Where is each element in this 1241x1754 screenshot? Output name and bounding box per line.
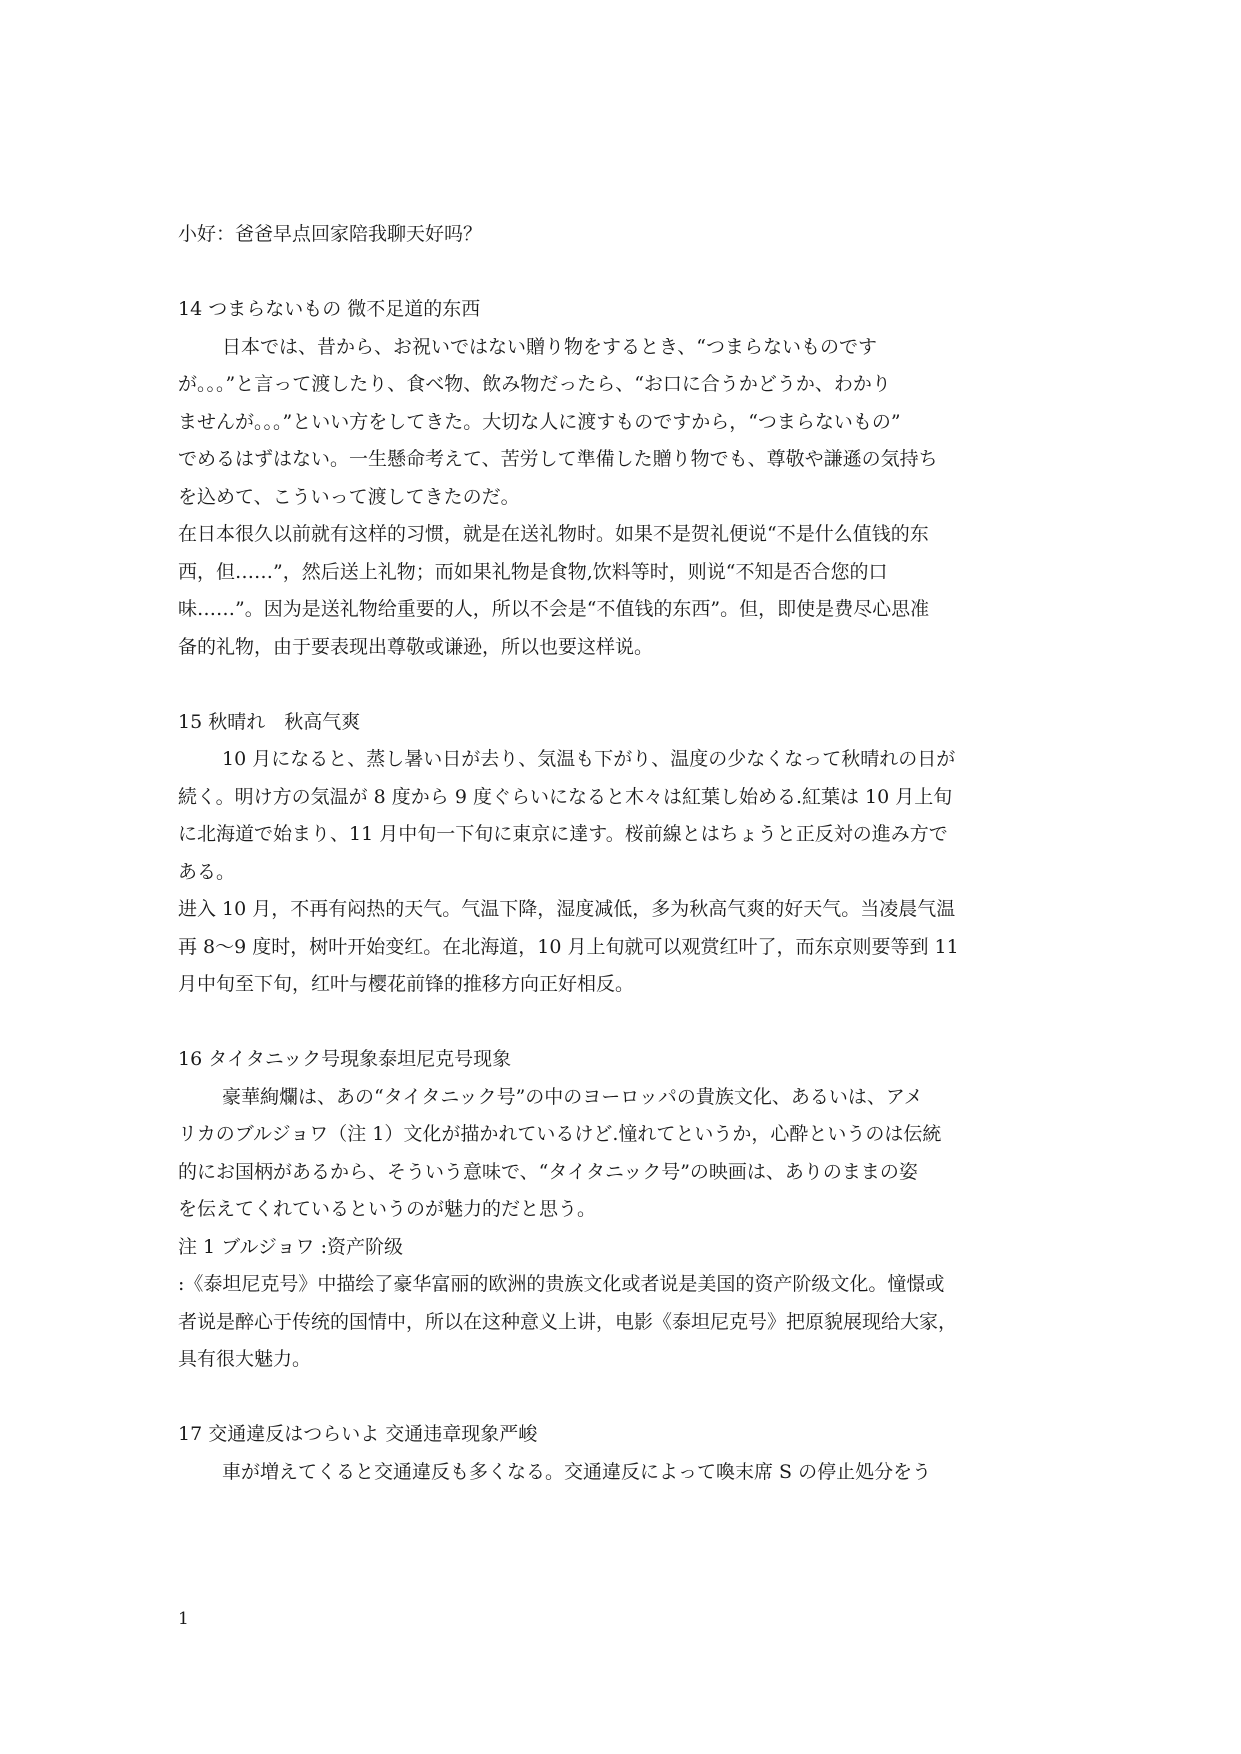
chinese-text-line: 在日本很久以前就有这样的习惯，就是在送礼物时。如果不是贺礼便说“不是什么值钱的东: [178, 523, 929, 545]
chinese-text-line: 具有很大魅力。: [178, 1348, 312, 1370]
chinese-text-line: 进入 10 月，不再有闷热的天气。气温下降，湿度减低，多为秋高气爽的好天气。当凌晨气温: [178, 898, 956, 920]
chinese-text-line: 备的礼物，由于要表现出尊敬或谦逊，所以也要这样说。: [178, 635, 654, 658]
japanese-text-line: でめるはずはない。一生懸命考えて、苦労して準備した贈り物でも、尊敬や謙遜の気持ち: [178, 448, 938, 470]
section-heading: 15 秋晴れ 秋高气爽: [178, 710, 361, 733]
japanese-text-line: 10 月になると、蒸し暑い日が去り、気温も下がり、温度の少なくなって秋晴れの日が: [222, 748, 956, 770]
japanese-text-line: ませんが。。。”といい方をしてきた。大切な人に渡すものですから，“つまらないもの”: [178, 410, 901, 433]
chinese-text-line: 月中旬至下旬，红叶与樱花前锋的推移方向正好相反。: [178, 973, 635, 995]
document-body: [178, 216, 1098, 1491]
section-heading: 17 交通違反はつらいよ 交通违章现象严峻: [178, 1423, 538, 1445]
japanese-text-line: 車が増えてくると交通違反も多くなる。交通違反によって喚末席 S の停止処分をう: [222, 1460, 932, 1483]
chinese-text-line: 再 8～9 度时，树叶开始变红。在北海道，10 月上旬就可以观赏红叶了，而东京则要等到 11: [178, 935, 959, 958]
japanese-text-line: を込めて、こういって渡してきたのだ。: [178, 485, 520, 508]
chinese-text-line: :《泰坦尼克号》中描绘了豪华富丽的欧洲的贵族文化或者说是美国的资产阶级文化。憧憬或: [178, 1273, 945, 1295]
section-15: [178, 704, 1098, 1004]
chinese-text-line: 味……”。因为是送礼物给重要的人，所以不会是“不值钱的东西”。但，即使是费尽心思准: [178, 598, 930, 620]
section-16: [178, 1041, 1098, 1379]
intro-line: 小好：爸爸早点回家陪我聊天好吗？: [178, 223, 483, 245]
japanese-text-line: ある。: [178, 860, 236, 883]
chinese-text-line: 西，但……”，然后送上礼物；而如果礼物是食物,饮料等时，则说“不知是否合您的口: [178, 560, 888, 583]
page-number: 1: [178, 1609, 189, 1629]
section-14: [178, 291, 1098, 666]
section-17: [178, 1416, 1098, 1491]
japanese-text-line: 日本では、昔から、お祝いではない贈り物をするとき、“つまらないものです: [222, 335, 877, 358]
footnote-line: 注 1 ブルジョワ :资产阶级: [178, 1235, 403, 1258]
section-heading: 14 つまらないもの 微不足道的东西: [178, 298, 481, 320]
japanese-text-line: を伝えてくれているというのが魅力的だと思う。: [178, 1198, 597, 1220]
japanese-text-line: が。。。”と言って渡したり、食べ物、飲み物だったら、“お口に合うかどうか、わかり: [178, 373, 891, 395]
section-heading: 16 タイタニック号現象泰坦尼克号现象: [178, 1048, 512, 1070]
japanese-text-line: に北海道で始まり、11 月中旬一下旬に東京に達す。桜前線とはちょうと正反対の進み方で: [178, 823, 948, 845]
japanese-text-line: リカのブルジョワ（注 1）文化が描かれているけど.憧れてというか，心酔というのは伝統: [178, 1123, 942, 1145]
japanese-text-line: 続く。明け方の気温が 8 度から 9 度ぐらいになると木々は紅葉し始める.紅葉は 10 月上旬: [178, 785, 953, 808]
japanese-text-line: 的にお国柄があるから、そういう意味で、“タイタニック号”の映画は、ありのままの姿: [178, 1160, 918, 1183]
japanese-text-line: 豪華絢爛は、あの“タイタニック号”の中のヨーロッパの貴族文化、あるいは、アメ: [222, 1085, 923, 1108]
chinese-text-line: 者说是醉心于传统的国情中，所以在这种意义上讲，电影《泰坦尼克号》把原貌展现给大家，: [178, 1310, 958, 1333]
